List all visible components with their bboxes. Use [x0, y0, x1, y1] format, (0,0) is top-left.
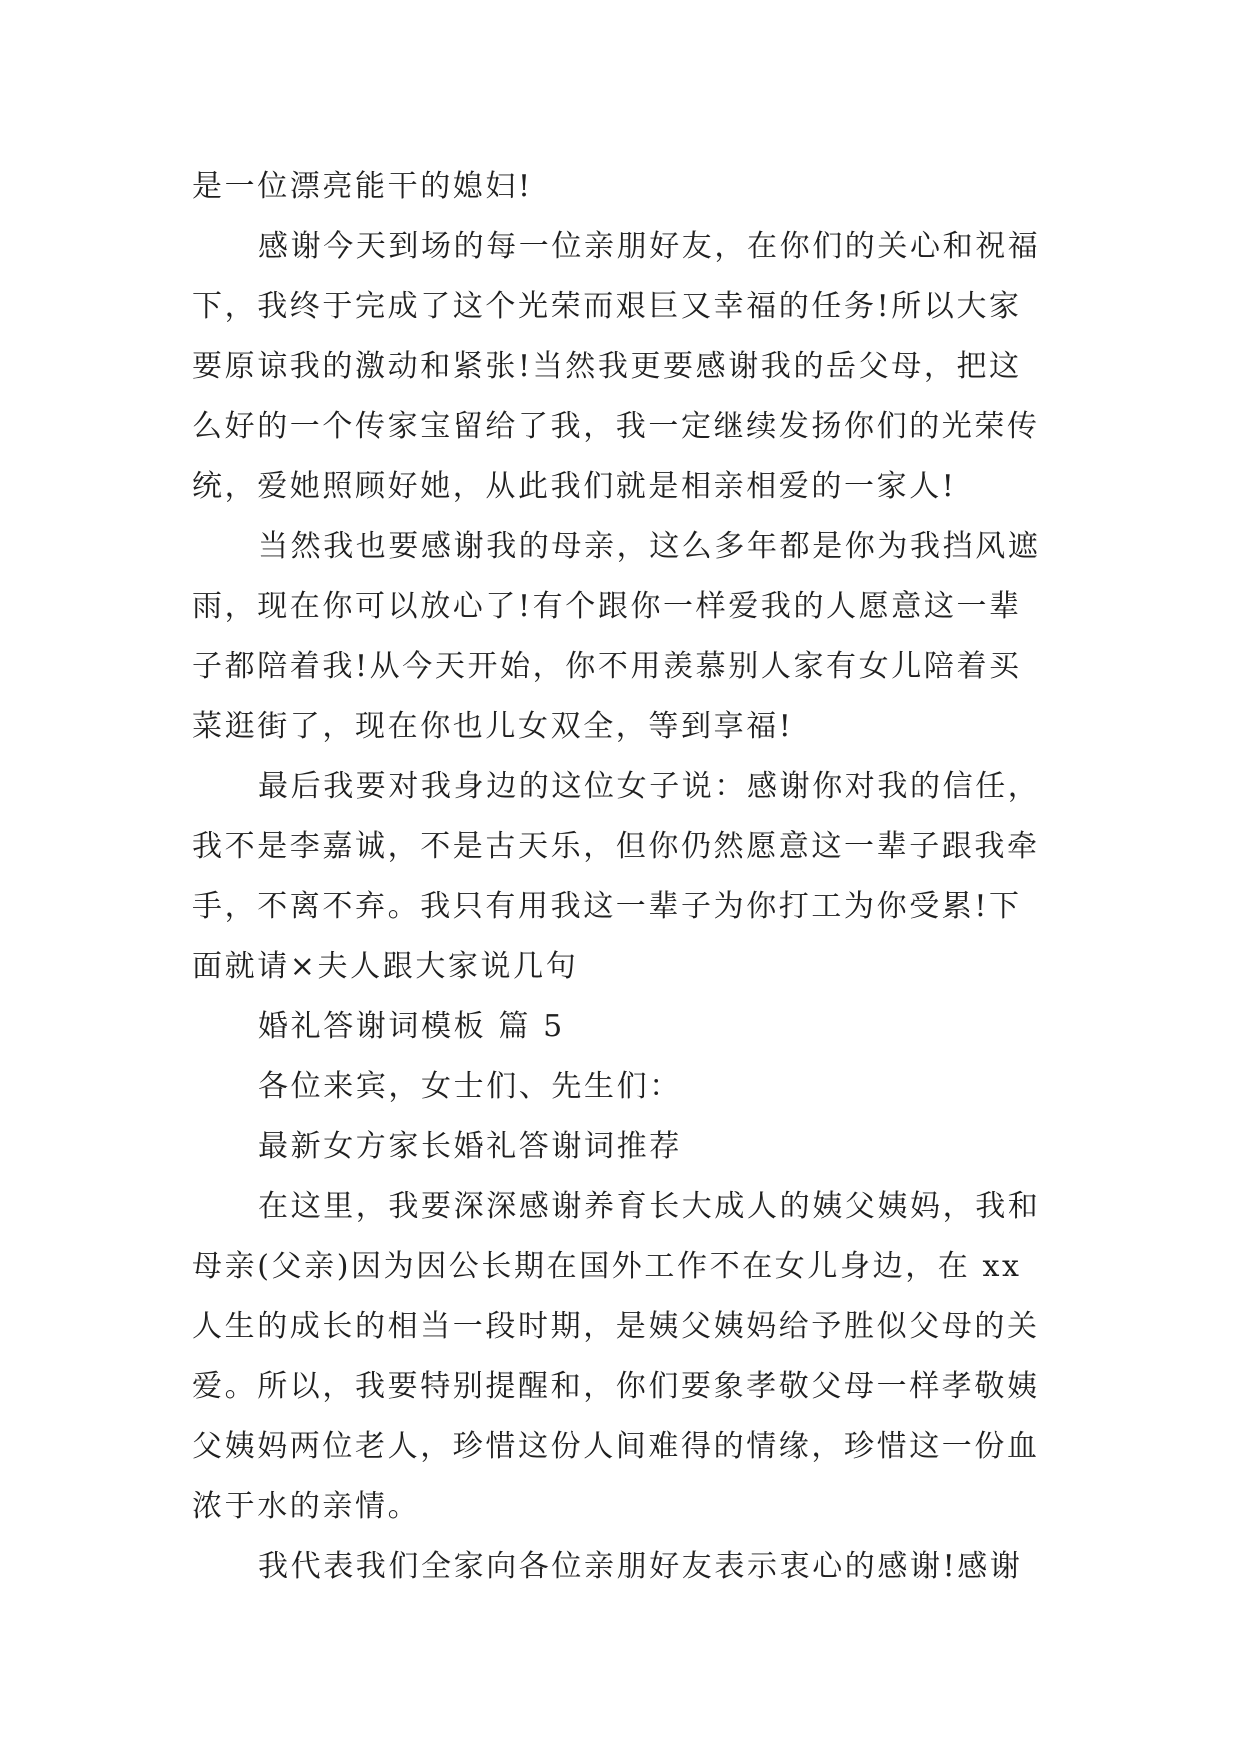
paragraph-line: 当然我也要感谢我的母亲，这么多年都是你为我挡风遮 [258, 529, 1041, 564]
paragraph-line: 统，爱她照顾好她，从此我们就是相亲相爱的一家人! [192, 469, 957, 504]
salutation-line: 各位来宾，女士们、先生们： [258, 1069, 682, 1104]
paragraph-line: 人生的成长的相当一段时期，是姨父姨妈给予胜似父母的关 [192, 1309, 1040, 1344]
paragraph-line: 面就请×夫人跟大家说几句 [192, 949, 579, 984]
paragraph-line: 最后我要对我身边的这位女子说：感谢你对我的信任， [258, 769, 1041, 804]
paragraph-line: 要原谅我的激动和紧张!当然我更要感谢我的岳父母，把这 [192, 349, 1022, 384]
paragraph-line: 手，不离不弃。我只有用我这一辈子为你打工为你受累!下 [192, 889, 1022, 924]
paragraph-line: 母亲(父亲)因为因公长期在国外工作不在女儿身边，在 xx [192, 1249, 1022, 1284]
paragraph-line: 浓于水的亲情。 [192, 1489, 421, 1524]
paragraph-line: 在这里，我要深深感谢养育长大成人的姨父姨妈，我和 [258, 1189, 1041, 1224]
paragraph-line: 父姨妈两位老人，珍惜这份人间难得的情缘，珍惜这一份血 [192, 1429, 1040, 1464]
paragraph-line: 么好的一个传家宝留给了我，我一定继续发扬你们的光荣传 [192, 409, 1040, 444]
paragraph-line: 下，我终于完成了这个光荣而艰巨又幸福的任务!所以大家 [192, 289, 1022, 324]
document-body [192, 157, 1052, 1597]
paragraph-line: 爱。所以，我要特别提醒和，你们要象孝敬父母一样孝敬姨 [192, 1369, 1040, 1404]
paragraph-line: 我代表我们全家向各位亲朋好友表示衷心的感谢!感谢 [258, 1549, 1023, 1584]
section-heading: 婚礼答谢词模板 篇 5 [258, 1009, 565, 1044]
subheading-line: 最新女方家长婚礼答谢词推荐 [258, 1129, 682, 1164]
paragraph-line: 是一位漂亮能干的媳妇! [192, 169, 533, 204]
paragraph-line: 雨，现在你可以放心了!有个跟你一样爱我的人愿意这一辈 [192, 589, 1022, 624]
paragraph-line: 子都陪着我!从今天开始，你不用羡慕别人家有女儿陪着买 [192, 649, 1022, 684]
paragraph-line: 我不是李嘉诚，不是古天乐，但你仍然愿意这一辈子跟我牵 [192, 829, 1040, 864]
paragraph-line: 感谢今天到场的每一位亲朋好友，在你们的关心和祝福 [258, 229, 1041, 264]
paragraph-line: 菜逛街了，现在你也儿女双全，等到享福! [192, 709, 794, 744]
